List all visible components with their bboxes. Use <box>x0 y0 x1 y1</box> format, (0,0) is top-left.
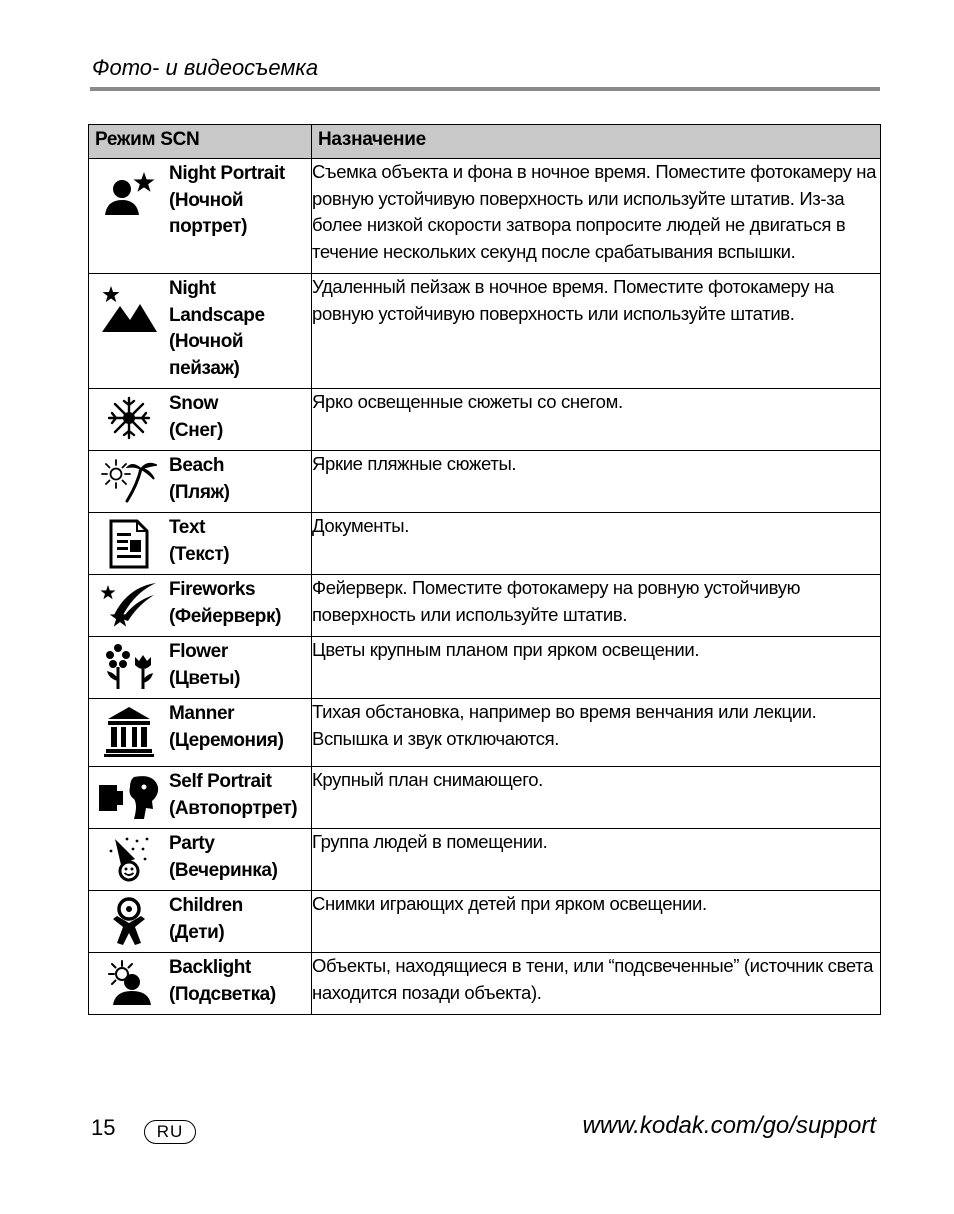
column-header-purpose: Назначение <box>312 125 881 159</box>
table-row <box>89 389 881 451</box>
mode-name-en: Beach <box>169 455 225 476</box>
mode-name-ru: (Подсветка) <box>169 983 276 1005</box>
mode-name-ru: (Цветы) <box>169 667 241 689</box>
mode-description: Снимки играющих детей при ярком освещении. <box>312 891 881 953</box>
table-row <box>89 699 881 767</box>
mode-name-en: Party <box>169 833 215 854</box>
page-header-title: Фото- и видеосъемка <box>92 55 319 80</box>
mode-name-ru: (Фейерверк) <box>169 605 282 627</box>
children-icon <box>89 891 169 947</box>
page-number: 15 <box>91 1115 116 1140</box>
mode-description: Яркие пляжные сюжеты. <box>312 451 881 513</box>
mode-name-ru: (Снег) <box>169 419 223 441</box>
mode-cell <box>89 159 312 274</box>
mode-cell <box>89 699 312 767</box>
mode-name-en: Flower <box>169 641 228 662</box>
table-header-row <box>89 125 881 159</box>
table-row <box>89 274 881 389</box>
mode-description: Тихая обстановка, например во время венчания или лекции. Вспышка и звук отключаются. <box>312 699 881 767</box>
fireworks-icon <box>89 575 169 629</box>
table-row <box>89 891 881 953</box>
mode-cell <box>89 637 312 699</box>
table-row <box>89 513 881 575</box>
manner-icon <box>89 699 169 757</box>
mode-description: Съемка объекта и фона в ночное время. Поместите фотокамеру на ровную устойчивую поверхность или используйте штатив. Из-за более низкой скорости затвора попросите людей не двигаться в течение нескольких секунд после срабатывания вспышки. <box>312 159 881 274</box>
mode-description: Объекты, находящиеся в тени, или “подсвеченные” (источник света находится позади объекта). <box>312 953 881 1015</box>
mode-name-ru: (Дети) <box>169 921 225 943</box>
beach-icon <box>89 451 169 503</box>
text-icon <box>89 513 169 569</box>
mode-name-ru: (Текст) <box>169 543 230 565</box>
table-row <box>89 575 881 637</box>
mode-name-ru: (Ночной портрет) <box>169 189 248 237</box>
table-row <box>89 637 881 699</box>
mode-description: Ярко освещенные сюжеты со снегом. <box>312 389 881 451</box>
mode-cell <box>89 953 312 1015</box>
support-url: www.kodak.com/go/support <box>582 1112 876 1139</box>
party-icon <box>89 829 169 883</box>
mode-name-ru: (Ночной пейзаж) <box>169 331 244 379</box>
mode-cell <box>89 451 312 513</box>
mode-name-ru: (Церемония) <box>169 729 284 751</box>
mode-cell <box>89 513 312 575</box>
mode-cell <box>89 575 312 637</box>
scene-modes-table <box>88 124 881 1015</box>
mode-name-ru: (Пляж) <box>169 481 230 503</box>
night-portrait-icon <box>89 159 169 219</box>
mode-name-en: Children <box>169 895 243 916</box>
mode-description: Удаленный пейзаж в ночное время. Поместите фотокамеру на ровную устойчивую поверхность или используйте штатив. <box>312 274 881 389</box>
mode-cell <box>89 389 312 451</box>
mode-description: Крупный план снимающего. <box>312 767 881 829</box>
night-landscape-icon <box>89 274 169 334</box>
mode-name-en: Manner <box>169 703 235 724</box>
mode-description: Группа людей в помещении. <box>312 829 881 891</box>
language-badge: RU <box>144 1120 196 1144</box>
mode-name-ru: (Автопортрет) <box>169 797 298 819</box>
table-row <box>89 829 881 891</box>
mode-name-en: Text <box>169 517 206 538</box>
mode-cell <box>89 767 312 829</box>
mode-cell <box>89 891 312 953</box>
mode-name-en: Backlight <box>169 957 251 978</box>
snow-icon <box>89 389 169 441</box>
mode-name-en: Fireworks <box>169 579 256 600</box>
mode-name-en: Self Portrait <box>169 771 272 792</box>
column-header-mode: Режим SCN <box>89 125 312 159</box>
self-portrait-icon <box>89 767 169 821</box>
mode-cell <box>89 829 312 891</box>
mode-name-en: Night Landscape <box>169 278 265 326</box>
table-row <box>89 953 881 1015</box>
flower-icon <box>89 637 169 691</box>
mode-cell <box>89 274 312 389</box>
mode-name-ru: (Вечеринка) <box>169 859 278 881</box>
mode-description: Документы. <box>312 513 881 575</box>
table-row <box>89 159 881 274</box>
table-row <box>89 451 881 513</box>
mode-description: Цветы крупным планом при ярком освещении. <box>312 637 881 699</box>
table-row <box>89 767 881 829</box>
mode-description: Фейерверк. Поместите фотокамеру на ровную устойчивую поверхность или используйте штатив. <box>312 575 881 637</box>
mode-name-en: Night Portrait <box>169 163 285 184</box>
mode-name-en: Snow <box>169 393 219 414</box>
backlight-icon <box>89 953 169 1007</box>
header-rule <box>90 87 880 91</box>
